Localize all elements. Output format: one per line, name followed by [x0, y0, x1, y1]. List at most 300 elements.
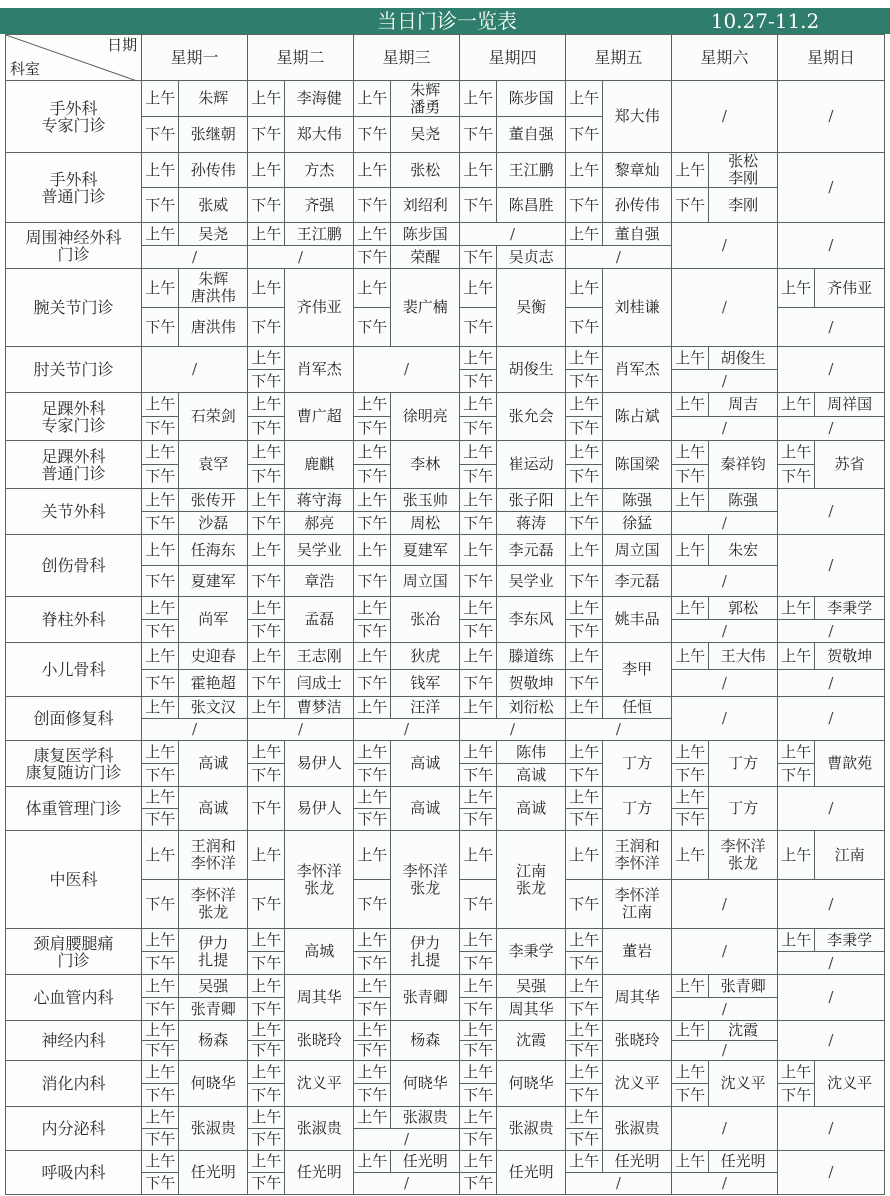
page-title: 当日门诊一览表 — [377, 9, 517, 33]
doctor-full-day: 鹿麒 — [285, 441, 354, 489]
doctor-full-day: 高诚 — [179, 787, 248, 831]
doctor-am: 李秉学 — [815, 929, 885, 952]
pm-label: 下午 — [354, 952, 391, 975]
am-label: 上午 — [565, 535, 602, 566]
doctor-am: 王润和 李怀洋 — [179, 831, 248, 880]
pm-label: 下午 — [248, 1173, 285, 1195]
doctor-am: 张青卿 — [709, 975, 778, 998]
am-label: 上午 — [142, 831, 179, 880]
doctor-am: 张文汉 — [179, 697, 248, 719]
pm-label: 下午 — [248, 764, 285, 787]
am-label: 上午 — [671, 975, 708, 998]
doctor-am: 朱辉 唐洪伟 — [179, 269, 248, 308]
doctor-pm: 董自强 — [497, 117, 566, 153]
pm-label: 下午 — [565, 670, 602, 697]
am-label: 上午 — [248, 535, 285, 566]
pm-label: 下午 — [459, 188, 496, 223]
department-name: 创伤骨科 — [6, 535, 142, 597]
am-label: 上午 — [565, 223, 602, 246]
no-clinic-pm: / — [777, 880, 884, 929]
am-label: 上午 — [459, 831, 496, 880]
doctor-am: 夏建军 — [391, 535, 460, 566]
no-clinic: / — [777, 1107, 884, 1151]
no-clinic: / — [142, 347, 248, 393]
doctor-am: 周祥国 — [815, 393, 885, 417]
doctor-full-day: 张晓玲 — [603, 1021, 672, 1061]
am-label: 上午 — [777, 741, 814, 764]
no-clinic-pm: / — [354, 719, 460, 741]
pm-label: 下午 — [142, 566, 179, 597]
pm-label: 下午 — [565, 417, 602, 441]
doctor-full-day: 高诚 — [391, 741, 460, 787]
department-name: 颈肩腰腿痛 门诊 — [6, 929, 142, 975]
pm-label: 下午 — [459, 566, 496, 597]
pm-label: 下午 — [459, 1173, 496, 1195]
am-label: 上午 — [142, 929, 179, 952]
schedule-table — [5, 34, 885, 1195]
am-label: 上午 — [354, 697, 391, 719]
am-label: 上午 — [142, 1107, 179, 1129]
doctor-am: 李秉学 — [815, 597, 885, 620]
no-clinic-pm: / — [671, 880, 777, 929]
doctor-full-day: 李怀洋 张龙 — [285, 831, 354, 929]
doctor-full-day: 张淑贵 — [497, 1107, 566, 1151]
doctor-am: 王大伟 — [709, 643, 778, 670]
doctor-full-day: 李怀洋 张龙 — [391, 831, 460, 929]
doctor-pm: 李刚 — [709, 188, 778, 223]
doctor-pm: 徐猛 — [603, 512, 672, 535]
am-label: 上午 — [459, 643, 496, 670]
doctor-pm: 周立国 — [391, 566, 460, 597]
no-clinic-pm: / — [565, 719, 671, 741]
doctor-pm: 郑大伟 — [285, 117, 354, 153]
doctor-am: 陈步国 — [497, 81, 566, 117]
am-label: 上午 — [142, 269, 179, 308]
no-clinic-pm: / — [671, 1173, 777, 1195]
department-name: 手外科 普通门诊 — [6, 153, 142, 223]
no-clinic: / — [777, 697, 884, 741]
pm-label: 下午 — [459, 1084, 496, 1107]
department-name: 足踝外科 专家门诊 — [6, 393, 142, 441]
pm-label: 下午 — [354, 117, 391, 153]
am-label: 上午 — [671, 1021, 708, 1041]
am-label: 上午 — [142, 697, 179, 719]
am-label: 上午 — [459, 1107, 496, 1129]
doctor-am: 方杰 — [285, 153, 354, 188]
doctor-full-day: 张允会 — [497, 393, 566, 441]
doctor-full-day: 任光明 — [285, 1151, 354, 1195]
pm-label: 下午 — [248, 308, 285, 347]
no-clinic: / — [671, 1107, 777, 1151]
am-label: 上午 — [565, 1151, 602, 1173]
doctor-am: 王志刚 — [285, 643, 354, 670]
doctor-full-day: 高城 — [285, 929, 354, 975]
doctor-pm: 李元磊 — [603, 566, 672, 597]
pm-label: 下午 — [142, 512, 179, 535]
doctor-am: 张子阳 — [497, 489, 566, 512]
pm-label: 下午 — [565, 1041, 602, 1061]
doctor-am: 任海东 — [179, 535, 248, 566]
am-label: 上午 — [671, 1151, 708, 1173]
doctor-pm: 唐洪伟 — [179, 308, 248, 347]
doctor-pm: 章浩 — [285, 566, 354, 597]
doctor-pm: 闫成士 — [285, 670, 354, 697]
am-label: 上午 — [248, 81, 285, 117]
pm-label: 下午 — [142, 952, 179, 975]
doctor-full-day: 任光明 — [179, 1151, 248, 1195]
doctor-full-day: 张青卿 — [391, 975, 460, 1021]
doctor-am: 黎章灿 — [603, 153, 672, 188]
pm-label: 下午 — [565, 465, 602, 489]
doctor-pm: 郝亮 — [285, 512, 354, 535]
pm-label: 下午 — [354, 308, 391, 347]
doctor-full-day: 姚丰品 — [603, 597, 672, 643]
department-name: 创面修复科 — [6, 697, 142, 741]
am-label: 上午 — [777, 831, 814, 880]
am-label: 上午 — [459, 697, 496, 719]
pm-label: 下午 — [142, 670, 179, 697]
am-label: 上午 — [565, 153, 602, 188]
pm-label: 下午 — [354, 880, 391, 929]
department-name: 中医科 — [6, 831, 142, 929]
day-header-wed: 星期三 — [354, 35, 460, 81]
pm-label: 下午 — [248, 998, 285, 1021]
pm-label: 下午 — [565, 620, 602, 643]
am-label: 上午 — [671, 643, 708, 670]
am-label: 上午 — [565, 347, 602, 370]
doctor-pm: 蒋涛 — [497, 512, 566, 535]
doctor-full-day: 高诚 — [497, 787, 566, 831]
doctor-full-day: 秦祥钧 — [709, 441, 778, 489]
department-name: 康复医学科 康复随访门诊 — [6, 741, 142, 787]
am-label: 上午 — [354, 929, 391, 952]
doctor-am: 曹梦洁 — [285, 697, 354, 719]
no-clinic-pm: / — [248, 719, 354, 741]
doctor-am: 孙传伟 — [179, 153, 248, 188]
pm-label: 下午 — [777, 465, 814, 489]
pm-label: 下午 — [565, 880, 602, 929]
doctor-am: 任光明 — [709, 1151, 778, 1173]
doctor-pm: 刘绍利 — [391, 188, 460, 223]
doctor-full-day: 高诚 — [391, 787, 460, 831]
doctor-full-day: 郑大伟 — [603, 81, 672, 153]
pm-label: 下午 — [565, 1084, 602, 1107]
department-name: 心血管内科 — [6, 975, 142, 1021]
am-label: 上午 — [248, 441, 285, 465]
am-label: 上午 — [459, 1151, 496, 1173]
doctor-am: 王江鹏 — [497, 153, 566, 188]
doctor-full-day: 董岩 — [603, 929, 672, 975]
doctor-am: 刘衍松 — [497, 697, 566, 719]
pm-label: 下午 — [142, 417, 179, 441]
no-clinic: / — [777, 347, 884, 393]
doctor-pm: 吴尧 — [391, 117, 460, 153]
header-corner — [6, 35, 142, 81]
doctor-am: 朱宏 — [709, 535, 778, 566]
pm-label: 下午 — [459, 1129, 496, 1151]
doctor-am: 张传开 — [179, 489, 248, 512]
doctor-full-day: 曹歆苑 — [815, 741, 885, 787]
department-name: 腕关节门诊 — [6, 269, 142, 347]
pm-label: 下午 — [354, 809, 391, 831]
am-label: 上午 — [777, 1061, 814, 1084]
no-clinic-pm: / — [777, 417, 884, 441]
pm-label: 下午 — [248, 670, 285, 697]
am-label: 上午 — [565, 597, 602, 620]
pm-label: 下午 — [248, 952, 285, 975]
pm-label: 下午 — [354, 1084, 391, 1107]
am-label: 上午 — [565, 1021, 602, 1041]
pm-label: 下午 — [565, 188, 602, 223]
pm-label: 下午 — [142, 1129, 179, 1151]
pm-label: 下午 — [248, 620, 285, 643]
am-label: 上午 — [354, 831, 391, 880]
pm-label: 下午 — [248, 188, 285, 223]
doctor-full-day: 丁方 — [603, 741, 672, 787]
no-clinic: / — [671, 81, 777, 153]
no-clinic-pm: / — [671, 670, 777, 697]
am-label: 上午 — [354, 597, 391, 620]
doctor-full-day: 丁方 — [709, 787, 778, 831]
am-label: 上午 — [248, 1151, 285, 1173]
doctor-am: 张松 李刚 — [709, 153, 778, 188]
doctor-pm: 李怀洋 江南 — [603, 880, 672, 929]
pm-label: 下午 — [354, 566, 391, 597]
doctor-full-day: 易伊人 — [285, 787, 354, 831]
doctor-pm: 吴学业 — [497, 566, 566, 597]
am-label: 上午 — [248, 741, 285, 764]
pm-label: 下午 — [354, 620, 391, 643]
doctor-full-day: 沈义平 — [709, 1061, 778, 1107]
am-label: 上午 — [565, 1107, 602, 1129]
doctor-full-day: 易伊人 — [285, 741, 354, 787]
am-label: 上午 — [142, 393, 179, 417]
am-label: 上午 — [354, 223, 391, 246]
am-label: 上午 — [671, 787, 708, 809]
am-label: 上午 — [671, 153, 708, 188]
doctor-am: 王江鹏 — [285, 223, 354, 246]
no-clinic: / — [777, 223, 884, 269]
pm-label: 下午 — [142, 117, 179, 153]
pm-label: 下午 — [459, 1041, 496, 1061]
pm-label: 下午 — [248, 370, 285, 393]
pm-label: 下午 — [354, 465, 391, 489]
doctor-pm: 孙传伟 — [603, 188, 672, 223]
no-clinic-pm: / — [671, 512, 777, 535]
pm-label: 下午 — [354, 512, 391, 535]
no-clinic-pm: / — [459, 719, 565, 741]
doctor-full-day: 李秉学 — [497, 929, 566, 975]
doctor-pm: 李怀洋 张龙 — [179, 880, 248, 929]
pm-label: 下午 — [248, 1084, 285, 1107]
department-name: 神经内科 — [6, 1021, 142, 1061]
am-label: 上午 — [459, 347, 496, 370]
doctor-am: 史迎春 — [179, 643, 248, 670]
pm-label: 下午 — [459, 620, 496, 643]
doctor-full-day: 孟磊 — [285, 597, 354, 643]
pm-label: 下午 — [565, 764, 602, 787]
am-label: 上午 — [671, 441, 708, 465]
doctor-pm: 钱军 — [391, 670, 460, 697]
pm-label: 下午 — [142, 1173, 179, 1195]
doctor-am: 齐伟亚 — [815, 269, 885, 308]
doctor-pm: 陈昌胜 — [497, 188, 566, 223]
no-clinic-pm: / — [248, 246, 354, 269]
doctor-am: 周吉 — [709, 393, 778, 417]
pm-label: 下午 — [459, 370, 496, 393]
doctor-am: 任恒 — [603, 697, 672, 719]
no-clinic: / — [671, 929, 777, 975]
doctor-full-day: 沈霞 — [497, 1021, 566, 1061]
pm-label: 下午 — [248, 117, 285, 153]
doctor-am: 张淑贵 — [391, 1107, 460, 1129]
doctor-full-day: 胡俊生 — [497, 347, 566, 393]
doctor-am: 朱辉 — [179, 81, 248, 117]
doctor-full-day: 杨森 — [391, 1021, 460, 1061]
am-label: 上午 — [459, 975, 496, 998]
no-clinic: / — [777, 81, 884, 153]
doctor-am: 陈强 — [709, 489, 778, 512]
day-header-fri: 星期五 — [565, 35, 671, 81]
doctor-full-day: 何晓华 — [497, 1061, 566, 1107]
doctor-am: 汪洋 — [391, 697, 460, 719]
no-clinic-pm: / — [777, 670, 884, 697]
doctor-am: 贺敬坤 — [815, 643, 885, 670]
am-label: 上午 — [671, 393, 708, 417]
pm-label: 下午 — [565, 952, 602, 975]
pm-label: 下午 — [459, 512, 496, 535]
am-label: 上午 — [354, 1021, 391, 1041]
pm-label: 下午 — [459, 952, 496, 975]
pm-label: 下午 — [565, 1129, 602, 1151]
doctor-full-day: 张淑贵 — [603, 1107, 672, 1151]
department-name: 小儿骨科 — [6, 643, 142, 697]
pm-label: 下午 — [354, 764, 391, 787]
am-label: 上午 — [354, 787, 391, 809]
am-label: 上午 — [142, 153, 179, 188]
am-label: 上午 — [142, 81, 179, 117]
am-label: 上午 — [565, 697, 602, 719]
doctor-full-day: 崔运动 — [497, 441, 566, 489]
am-label: 上午 — [459, 1021, 496, 1041]
no-clinic-pm: / — [777, 952, 884, 975]
doctor-full-day: 张晓玲 — [285, 1021, 354, 1061]
doctor-am: 吴学业 — [285, 535, 354, 566]
pm-label: 下午 — [459, 880, 496, 929]
doctor-full-day: 伊力 扎提 — [179, 929, 248, 975]
am-label: 上午 — [142, 741, 179, 764]
doctor-full-day: 袁罕 — [179, 441, 248, 489]
no-clinic: / — [671, 697, 777, 741]
am-label: 上午 — [777, 597, 814, 620]
doctor-pm: 吴贞志 — [497, 246, 566, 269]
pm-label: 下午 — [565, 117, 602, 153]
am-label: 上午 — [142, 787, 179, 809]
doctor-pm: 齐强 — [285, 188, 354, 223]
pm-label: 下午 — [248, 417, 285, 441]
department-name: 呼吸内科 — [6, 1151, 142, 1195]
am-label: 上午 — [565, 787, 602, 809]
doctor-am: 吴强 — [497, 975, 566, 998]
no-clinic-pm: / — [671, 370, 777, 393]
day-header-sat: 星期六 — [671, 35, 777, 81]
pm-label: 下午 — [459, 809, 496, 831]
doctor-full-day: 齐伟亚 — [285, 269, 354, 347]
doctor-pm: 夏建军 — [179, 566, 248, 597]
pm-label: 下午 — [354, 1041, 391, 1061]
doctor-full-day: 陈国梁 — [603, 441, 672, 489]
pm-label: 下午 — [142, 620, 179, 643]
no-clinic-pm: / — [565, 1173, 671, 1195]
am-label: 上午 — [354, 441, 391, 465]
am-label: 上午 — [671, 1061, 708, 1084]
doctor-am: 王润和 李怀洋 — [603, 831, 672, 880]
doctor-pm: 张青卿 — [179, 998, 248, 1021]
am-label: 上午 — [459, 489, 496, 512]
no-clinic: / — [671, 269, 777, 347]
am-label: 上午 — [459, 787, 496, 809]
pm-label: 下午 — [142, 764, 179, 787]
am-label: 上午 — [354, 1107, 391, 1129]
doctor-am: 狄虎 — [391, 643, 460, 670]
doctor-pm: 贺敬坤 — [497, 670, 566, 697]
doctor-pm: 霍艳超 — [179, 670, 248, 697]
no-clinic-pm: / — [777, 308, 884, 347]
no-clinic-pm: / — [142, 719, 248, 741]
pm-label: 下午 — [671, 809, 708, 831]
no-clinic-pm: / — [671, 1041, 777, 1061]
day-header-mon: 星期一 — [142, 35, 248, 81]
doctor-am: 吴强 — [179, 975, 248, 998]
pm-label: 下午 — [777, 1084, 814, 1107]
department-name: 内分泌科 — [6, 1107, 142, 1151]
doctor-am: 任光明 — [391, 1151, 460, 1173]
am-label: 上午 — [671, 831, 708, 880]
department-name: 手外科 专家门诊 — [6, 81, 142, 153]
pm-label: 下午 — [671, 465, 708, 489]
doctor-pm: 周松 — [391, 512, 460, 535]
no-clinic-pm: / — [777, 620, 884, 643]
pm-label: 下午 — [671, 1084, 708, 1107]
am-label: 上午 — [142, 1021, 179, 1041]
department-name: 足踝外科 普通门诊 — [6, 441, 142, 489]
doctor-full-day: 高诚 — [179, 741, 248, 787]
am-label: 上午 — [671, 597, 708, 620]
department-name: 肘关节门诊 — [6, 347, 142, 393]
pm-label: 下午 — [354, 670, 391, 697]
am-label: 上午 — [142, 1151, 179, 1173]
am-label: 上午 — [248, 1107, 285, 1129]
am-label: 上午 — [248, 975, 285, 998]
pm-label: 下午 — [248, 512, 285, 535]
am-label: 上午 — [671, 741, 708, 764]
doctor-full-day: 沈义平 — [815, 1061, 885, 1107]
am-label: 上午 — [565, 929, 602, 952]
am-label: 上午 — [248, 347, 285, 370]
doctor-pm: 张威 — [179, 188, 248, 223]
am-label: 上午 — [565, 643, 602, 670]
no-clinic-pm: / — [354, 1129, 460, 1151]
doctor-full-day: 杨森 — [179, 1021, 248, 1061]
am-label: 上午 — [248, 223, 285, 246]
am-label: 上午 — [142, 643, 179, 670]
am-label: 上午 — [248, 643, 285, 670]
doctor-am: 董自强 — [603, 223, 672, 246]
pm-label: 下午 — [565, 512, 602, 535]
am-label: 上午 — [459, 81, 496, 117]
pm-label: 下午 — [565, 809, 602, 831]
doctor-full-day: 沈义平 — [603, 1061, 672, 1107]
